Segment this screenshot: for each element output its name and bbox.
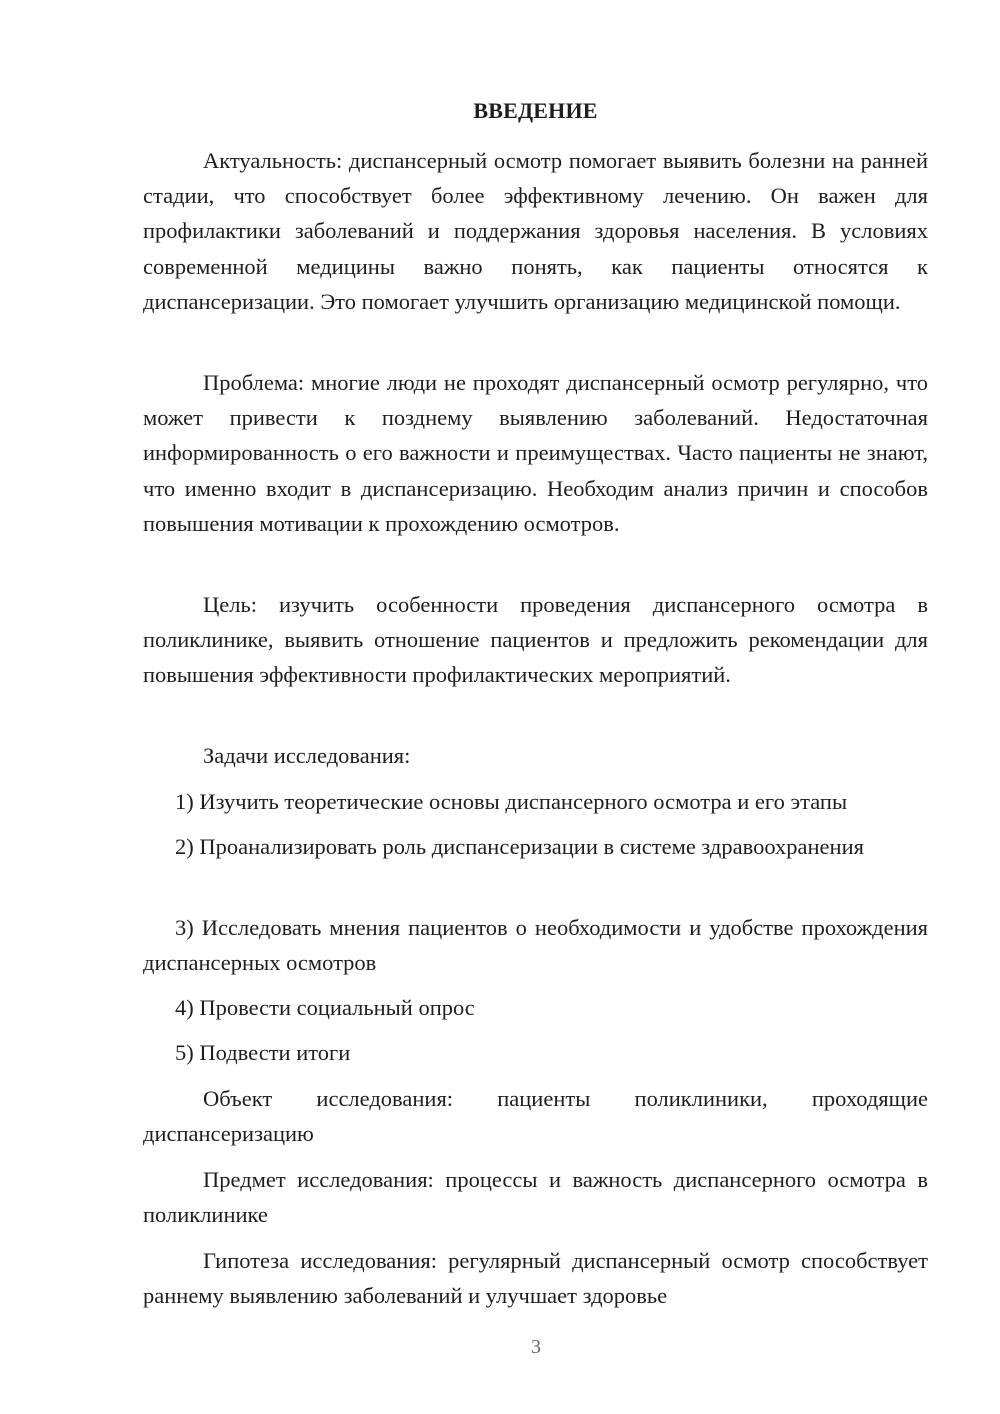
paragraph-relevance: Актуальность: диспансерный осмотр помогает выявить болезни на ранней стадии, что способствует более эффективному лечению. Он важен для профилактики заболеваний и поддержания здоровья населения. В условиях современной медицины важно понять, как пациенты относятся к диспансеризации. Это помогает улучшить организацию медицинской помощи. xyxy=(143,148,928,314)
paragraph-tasks-heading: Задачи исследования: xyxy=(203,743,411,768)
paragraph-subject: Предмет исследования: процессы и важность диспансерного осмотра в поликлинике xyxy=(143,1167,928,1228)
paragraph-object: Объект исследования: пациенты поликлиники, проходящие диспансеризацию xyxy=(143,1086,928,1147)
task-item-5: 5) Подвести итоги xyxy=(175,1040,351,1065)
paragraph-goal: Цель: изучить особенности проведения диспансерного осмотра в поликлинике, выявить отношение пациентов и предложить рекомендации для повышения эффективности профилактических мероприятий. xyxy=(143,592,928,688)
paragraph-hypothesis: Гипотеза исследования: регулярный диспансерный осмотр способствует раннему выявлению заболеваний и улучшает здоровье xyxy=(143,1248,928,1309)
section-title: ВВЕДЕНИЕ xyxy=(473,98,598,123)
task-item-4: 4) Провести социальный опрос xyxy=(175,995,475,1020)
task-item-1: 1) Изучить теоретические основы диспансерного осмотра и его этапы xyxy=(175,789,848,814)
task-item-2: 2) Проанализировать роль диспансеризации в системе здравоохранения xyxy=(175,834,864,859)
task-item-3: 3) Исследовать мнения пациентов о необходимости и удобстве прохождения диспансерных осмотров xyxy=(143,915,928,976)
paragraph-problem: Проблема: многие люди не проходят диспансерный осмотр регулярно, что может привести к позднему выявлению заболеваний. Недостаточная информированность о его важности и преимуществах. Часто пациенты не знают, что именно входит в диспансеризацию. Необходим анализ причин и способов повышения мотивации к прохождению осмотров. xyxy=(143,370,928,536)
page-number: 3 xyxy=(531,1336,541,1358)
